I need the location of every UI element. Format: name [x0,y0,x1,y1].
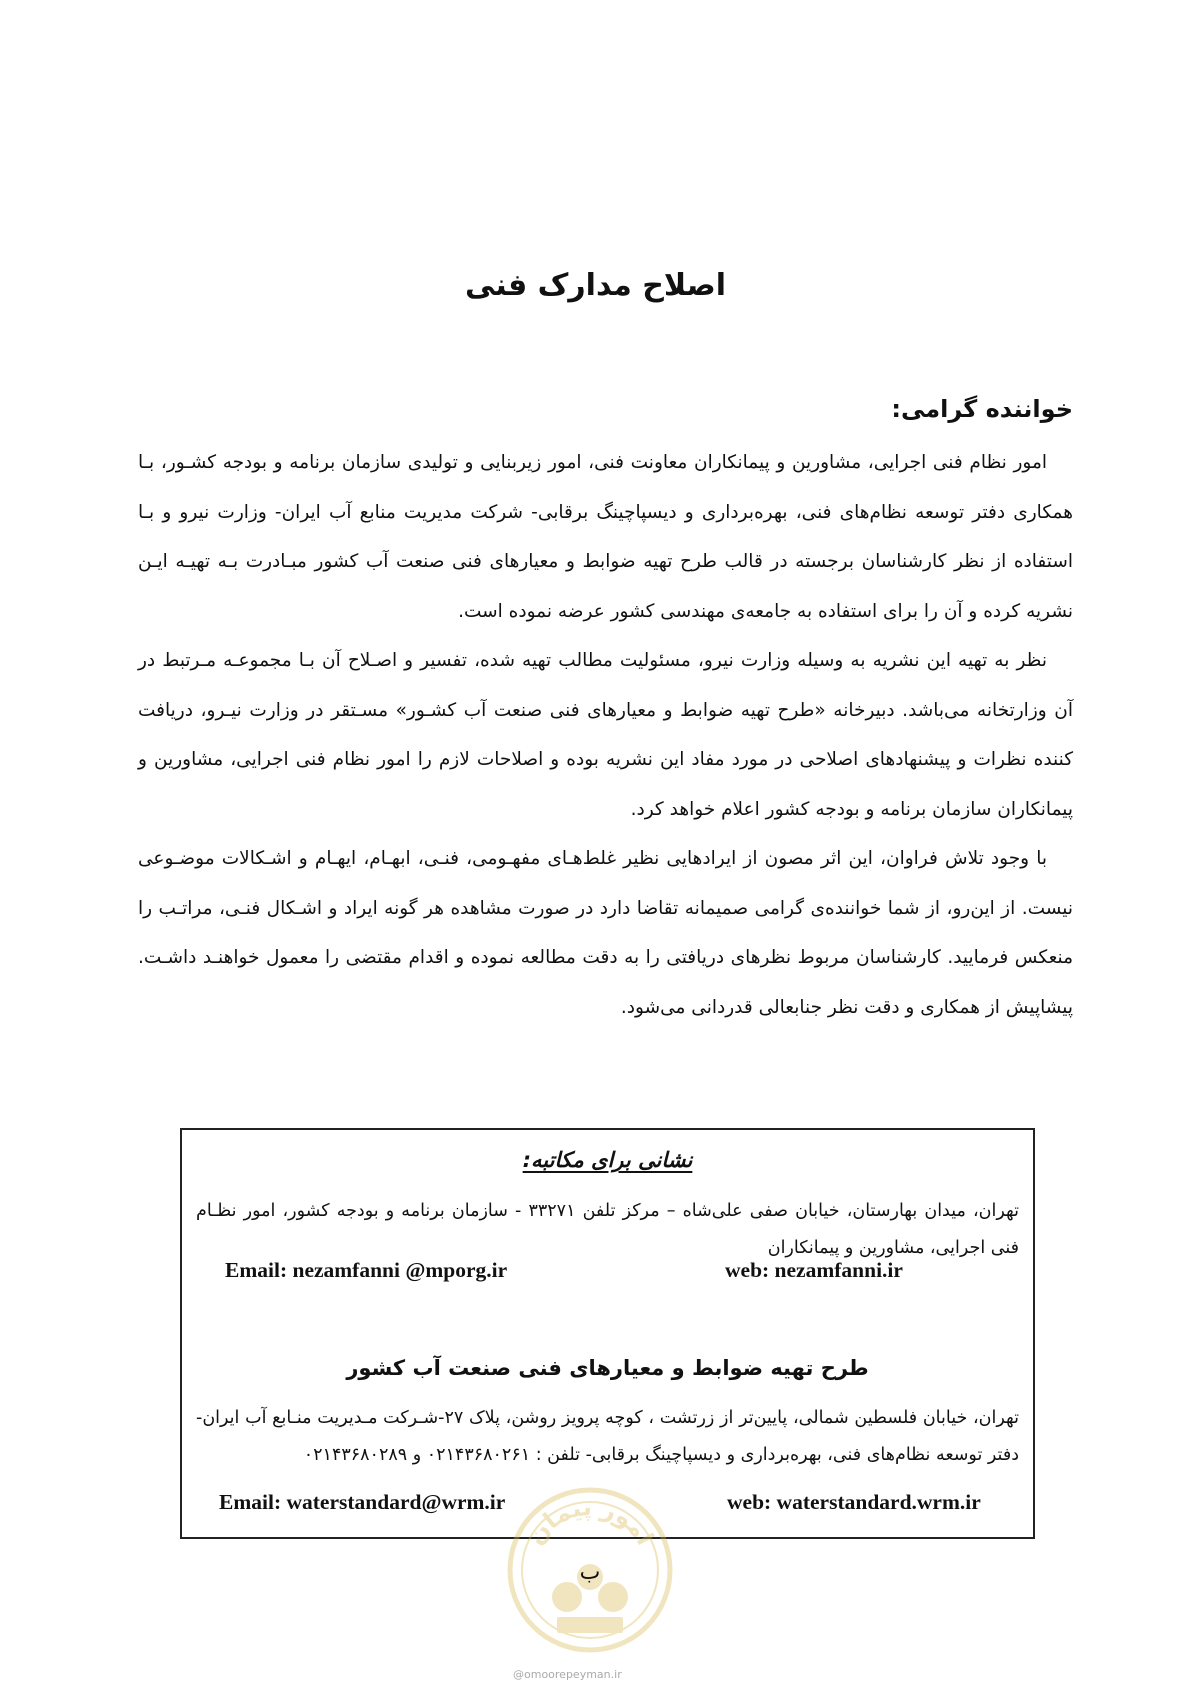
paragraph-2: نظر به تهیه این نشریه به وسیله وزارت نیرو، مسئولیت مطالب تهیه شده، تفسیر و اصـلاح آن بـا مجموعـه مـرتبط در آن وزارتخانه می‌باشد. دبیرخانه «طرح تهیه ضوابط و معیارهای فنی صنعت آب کشـور» مسـتقر در وزارت نیـرو، دریافت کننده نظرات و پیشنهادهای اصلاحی در مورد مفاد این نشریه بوده و اصلاحات لازم را امور نظام فنی اجرایی، مشاورین و پیمانکاران سازمان برنامه و بودجه کشور اعلام خواهد کرد. [138,650,1073,820]
paragraph-3: با وجود تلاش فراوان، این اثر مصون از ایرادهایی نظیر غلط‌هـای مفهـومی، فنـی، ابهـام، ایهـام و اشـکالات موضـوعی نیست. از این‌رو، از شما خواننده‌ی گرامی صمیمانه تقاضا دارد در صورت مشاهده هر گونه ایراد و اشـکال فنـی، مراتـب را منعکس فرمایید. کارشناسان مربوط نظرهای دریافتی را به دقت مطالعه نموده و اقدام مقتضی را معمول خواهنـد داشـت. پیشاپیش از همکاری و دقت نظر جنابعالی قدردانی می‌شود. [138,848,1073,1018]
email-link-wrm[interactable]: Email: waterstandard@wrm.ir [219,1490,506,1514]
watermark-url: @omoorepeyman.ir [513,1668,622,1681]
address-mporg: تهران، میدان بهارستان، خیابان صفی علی‌شاه – مرکز تلفن ۳۳۲۷۱ - سازمان برنامه و بودجه کشور، امور نظـام فنی اجرایی، مشاورین و پیمانکاران [196,1201,1019,1258]
web-link-nezamfanni[interactable]: web: nezamfanni.ir [725,1258,903,1282]
address-wrm: تهران، خیابان فلسطین شمالی، پایین‌تر از زرتشت ، کوچه پرویز روشن، پلاک ۲۷-شـرکت مـدیریت منـابع آب ایران- دفتر توسعه نظام‌های فنی، بهره‌برداری و دیسپاچینگ برقابی- تلفن : ۰۲۱۴۳۶۸۰۲۶۱ و ۰۲۱۴۳۶۸۰۲۸۹ [196,1408,1019,1465]
contact-heading-text: نشانی برای مکاتبه: [522,1148,693,1172]
web-link-waterstandard[interactable]: web: waterstandard.wrm.ir [727,1490,981,1514]
contact-box [180,1128,1035,1539]
page-number: ب [579,1560,601,1585]
paragraph-1: امور نظام فنی اجرایی، مشاورین و پیمانکاران معاونت فنی، امور زیربنایی و تولیدی سازمان برنامه و بودجه کشـور، بـا همکاری دفتر توسعه نظام‌های فنی، بهره‌برداری و دیسپاچینگ برقابی- شرکت مدیریت منابع آب ایران- وزارت نیرو و بـا استفاده از نظر کارشناسان برجسته در قالب طرح تهیه ضوابط و معیارهای فنی صنعت آب کشور مبـادرت بـه تهیـه ایـن نشریه کرده و آن را برای استفاده به جامعه‌ی مهندسی کشور عرضه نموده است. [138,452,1073,622]
salutation: خواننده گرامی: [891,395,1073,423]
page-title: اصلاح مدارک فنی [465,268,726,303]
contact-heading [182,1148,1033,1172]
letter-body [138,388,1073,1032]
water-standard-heading: طرح تهیه ضوابط و معیارهای فنی صنعت آب کشور [346,1356,869,1380]
watermark-seal-text: امور پیمان [521,1492,660,1550]
email-link-mporg[interactable]: Email: nezamfanni @mporg.ir [225,1258,508,1282]
